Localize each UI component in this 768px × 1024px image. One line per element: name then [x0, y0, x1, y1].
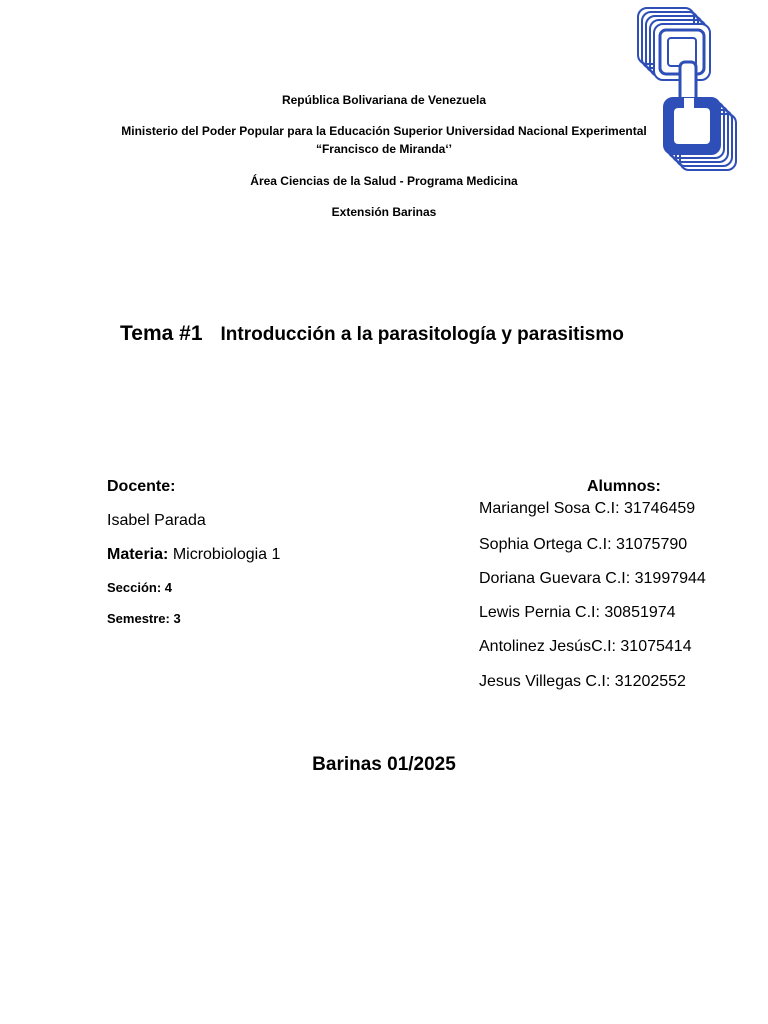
subject-label: Materia:	[107, 546, 169, 563]
document-title	[120, 322, 624, 346]
teacher-label: Docente:	[107, 478, 176, 495]
students-heading: Alumnos:	[587, 478, 661, 495]
student-item: Jesus Villegas C.I: 31202552	[479, 673, 686, 690]
header-university-name: “Francisco de Miranda‘’	[315, 142, 453, 156]
student-item: Sophia Ortega C.I: 31075790	[479, 536, 688, 553]
student-item: Mariangel Sosa C.I: 31746459	[479, 500, 696, 517]
header-ministry: Ministerio del Poder Popular para la Educación Superior Universidad Nacional Experimental	[121, 124, 647, 138]
student-item: Lewis Pernia C.I: 30851974	[479, 604, 676, 621]
header-republic: República Bolivariana de Venezuela	[281, 93, 487, 107]
student-item: Antolinez JesúsC.I: 31075414	[479, 638, 692, 655]
student-item: Doriana Guevara C.I: 31997944	[479, 570, 706, 587]
header-area: Área Ciencias de la Salud - Programa Medicina	[250, 174, 518, 188]
semester-label: Semestre: 3	[107, 611, 181, 626]
subject-row	[107, 546, 280, 564]
header-extension: Extensión Barinas	[331, 205, 437, 219]
topic-title: Introducción a la parasitología y parasitismo	[220, 324, 624, 345]
subject-value: Microbiologia 1	[172, 546, 281, 563]
chain-link-logo-icon	[636, 6, 742, 176]
topic-number: Tema #1	[120, 322, 203, 345]
footer-place-date: Barinas 01/2025	[312, 754, 456, 775]
section-label: Sección: 4	[107, 580, 173, 595]
teacher-name: Isabel Parada	[107, 512, 206, 529]
